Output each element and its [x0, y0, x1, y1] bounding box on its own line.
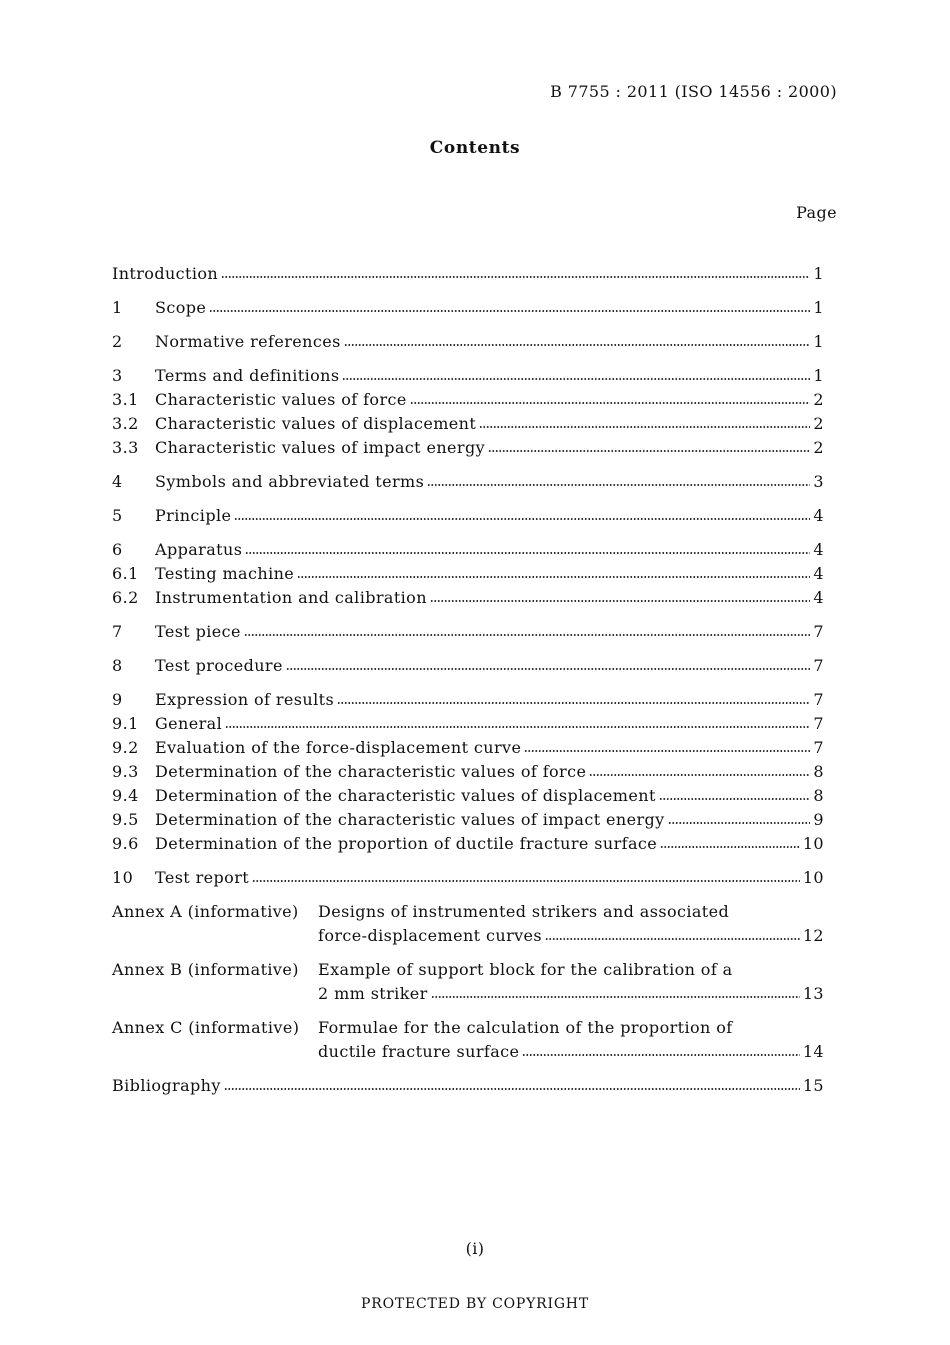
annex-title-line [318, 1040, 824, 1064]
toc-entry-number: 9.2 [112, 738, 139, 757]
toc-entry-number: 9.5 [112, 810, 139, 829]
leader-dots [524, 748, 810, 754]
toc-entry-text: Apparatus [155, 540, 243, 559]
annex-title-line: Example of support block for the calibration of a [318, 960, 733, 979]
toc-entry-text: Characteristic values of impact energy [155, 438, 486, 457]
toc-entry[interactable] [112, 736, 824, 760]
copyright-notice: PROTECTED BY COPYRIGHT [361, 1296, 589, 1312]
leader-dots [488, 448, 810, 454]
leader-dots [430, 598, 810, 604]
annex-title-line: Designs of instrumented strikers and associated [318, 902, 730, 921]
toc-entry[interactable] [112, 866, 824, 890]
leader-dots [252, 878, 800, 884]
annex-body [318, 900, 824, 948]
toc-entry-text: Terms and definitions [155, 366, 340, 385]
annex-page: 14 [802, 1042, 824, 1061]
toc-entry-text: General [155, 714, 223, 733]
toc-entry-text: Expression of results [155, 690, 335, 709]
toc-entry[interactable] [112, 364, 824, 388]
toc-entry-text: Characteristic values of displacement [155, 414, 477, 433]
table-of-contents [112, 262, 824, 1098]
toc-entry[interactable] [112, 620, 824, 644]
toc-entry[interactable] [112, 832, 824, 856]
toc-entry[interactable] [112, 504, 824, 528]
leader-dots [221, 274, 810, 280]
toc-entry-page: 2 [813, 438, 824, 457]
toc-entry-page: 4 [813, 540, 824, 559]
toc-entry-page: 9 [813, 810, 824, 829]
toc-entry-number: 6 [112, 540, 123, 559]
annex-title-line [318, 982, 824, 1006]
toc-entry-number: 9.4 [112, 786, 139, 805]
annex-title-text: 2 mm striker [318, 984, 428, 1003]
toc-entry[interactable] [112, 562, 824, 586]
toc-entry-number: 10 [112, 868, 134, 887]
page-number: (i) [465, 1239, 485, 1258]
toc-entry[interactable] [112, 412, 824, 436]
toc-entry[interactable] [112, 688, 824, 712]
toc-entry-bibliography[interactable] [112, 1074, 824, 1098]
toc-entry[interactable] [112, 436, 824, 460]
toc-entry[interactable] [112, 262, 824, 286]
leader-dots [337, 700, 810, 706]
toc-entry[interactable] [112, 470, 824, 494]
annex-body [318, 1016, 824, 1064]
toc-entry-page: 2 [813, 414, 824, 433]
toc-entry-number: 7 [112, 622, 123, 641]
toc-entry[interactable] [112, 808, 824, 832]
toc-entry-number: 9 [112, 690, 123, 709]
toc-entry-text: Normative references [155, 332, 341, 351]
toc-entry-page: 4 [813, 506, 824, 525]
toc-entry-page: 1 [813, 298, 824, 317]
toc-entry-page: 7 [813, 622, 824, 641]
toc-entry-page: 7 [813, 738, 824, 757]
toc-entry-number: 9.3 [112, 762, 139, 781]
toc-entry-page: 1 [813, 264, 824, 283]
toc-entry-text: Testing machine [155, 564, 295, 583]
leader-dots [431, 994, 800, 1000]
leader-dots [209, 308, 810, 314]
leader-dots [427, 482, 810, 488]
toc-entry-number: 8 [112, 656, 123, 675]
toc-entry-number: 3.2 [112, 414, 139, 433]
toc-entry-number: 2 [112, 332, 123, 351]
toc-entry[interactable] [112, 654, 824, 678]
toc-entry-text: Test report [155, 868, 250, 887]
leader-dots [660, 844, 800, 850]
toc-entry-page: 1 [813, 366, 824, 385]
toc-entry-text: Introduction [112, 264, 219, 283]
toc-entry[interactable] [112, 760, 824, 784]
toc-entry-number: 3.1 [112, 390, 139, 409]
leader-dots [522, 1052, 799, 1058]
toc-entry-page: 2 [813, 390, 824, 409]
toc-entry-number: 5 [112, 506, 123, 525]
annex-title-text: force-displacement curves [318, 926, 543, 945]
toc-entry-page: 15 [802, 1076, 824, 1095]
toc-entry-number: 4 [112, 472, 123, 491]
annex-entry[interactable] [112, 958, 824, 1006]
toc-entry-page: 10 [802, 834, 824, 853]
leader-dots [545, 936, 800, 942]
toc-entry-page: 10 [802, 868, 824, 887]
annex-label: Annex C (informative) [112, 1018, 300, 1037]
leader-dots [286, 666, 811, 672]
toc-entry-text: Determination of the proportion of ductile fracture surface [155, 834, 658, 853]
toc-entry[interactable] [112, 712, 824, 736]
leader-dots [479, 424, 810, 430]
leader-dots [245, 550, 810, 556]
leader-dots [668, 820, 811, 826]
toc-entry[interactable] [112, 296, 824, 320]
toc-entry[interactable] [112, 538, 824, 562]
toc-entry-text: Scope [155, 298, 207, 317]
toc-entry-page: 7 [813, 714, 824, 733]
annex-body [318, 958, 824, 1006]
toc-entry-page: 4 [813, 588, 824, 607]
leader-dots [659, 796, 811, 802]
annex-title-text: ductile fracture surface [318, 1042, 520, 1061]
annex-title-line: Formulae for the calculation of the proportion of [318, 1018, 733, 1037]
leader-dots [589, 772, 810, 778]
toc-entry-number: 3.3 [112, 438, 139, 457]
toc-entry-number: 9.1 [112, 714, 139, 733]
toc-entry-number: 6.2 [112, 588, 139, 607]
annex-title-line [318, 924, 824, 948]
toc-entry-page: 7 [813, 690, 824, 709]
leader-dots [244, 632, 811, 638]
toc-entry-text: Test piece [155, 622, 241, 641]
leader-dots [234, 516, 810, 522]
document-reference: B 7755 : 2011 (ISO 14556 : 2000) [550, 82, 837, 101]
annex-label: Annex B (informative) [112, 960, 299, 979]
toc-entry-text: Determination of the characteristic values of force [155, 762, 587, 781]
toc-entry-page: 1 [813, 332, 824, 351]
toc-entry-number: 1 [112, 298, 123, 317]
toc-entry-text: Instrumentation and calibration [155, 588, 427, 607]
annex-entry[interactable] [112, 900, 824, 948]
toc-entry-text: Determination of the characteristic values of impact energy [155, 810, 665, 829]
annex-label: Annex A (informative) [112, 902, 299, 921]
leader-dots [410, 400, 811, 406]
leader-dots [224, 1086, 800, 1092]
leader-dots [342, 376, 810, 382]
toc-entry-page: 4 [813, 564, 824, 583]
toc-entry[interactable] [112, 586, 824, 610]
toc-entry-text: Characteristic values of force [155, 390, 407, 409]
annex-page: 12 [802, 926, 824, 945]
leader-dots [344, 342, 811, 348]
toc-entry-text: Bibliography [112, 1076, 221, 1095]
toc-entry-page: 3 [813, 472, 824, 491]
page-column-label: Page [796, 203, 837, 222]
toc-entry-number: 3 [112, 366, 123, 385]
toc-entry-text: Evaluation of the force-displacement curve [155, 738, 522, 757]
toc-entry-number: 9.6 [112, 834, 139, 853]
toc-entry-text: Symbols and abbreviated terms [155, 472, 425, 491]
toc-entry[interactable] [112, 330, 824, 354]
annex-entry[interactable] [112, 1016, 824, 1064]
toc-entry-page: 7 [813, 656, 824, 675]
toc-entry-text: Principle [155, 506, 232, 525]
annex-page: 13 [802, 984, 824, 1003]
toc-entry-page: 8 [813, 786, 824, 805]
toc-entry-text: Determination of the characteristic values of displacement [155, 786, 656, 805]
toc-entry[interactable] [112, 388, 824, 412]
toc-entry-text: Test procedure [155, 656, 283, 675]
leader-dots [225, 724, 810, 730]
leader-dots [297, 574, 810, 580]
page-title: Contents [429, 138, 521, 158]
toc-entry-number: 6.1 [112, 564, 139, 583]
toc-entry-page: 8 [813, 762, 824, 781]
toc-entry[interactable] [112, 784, 824, 808]
